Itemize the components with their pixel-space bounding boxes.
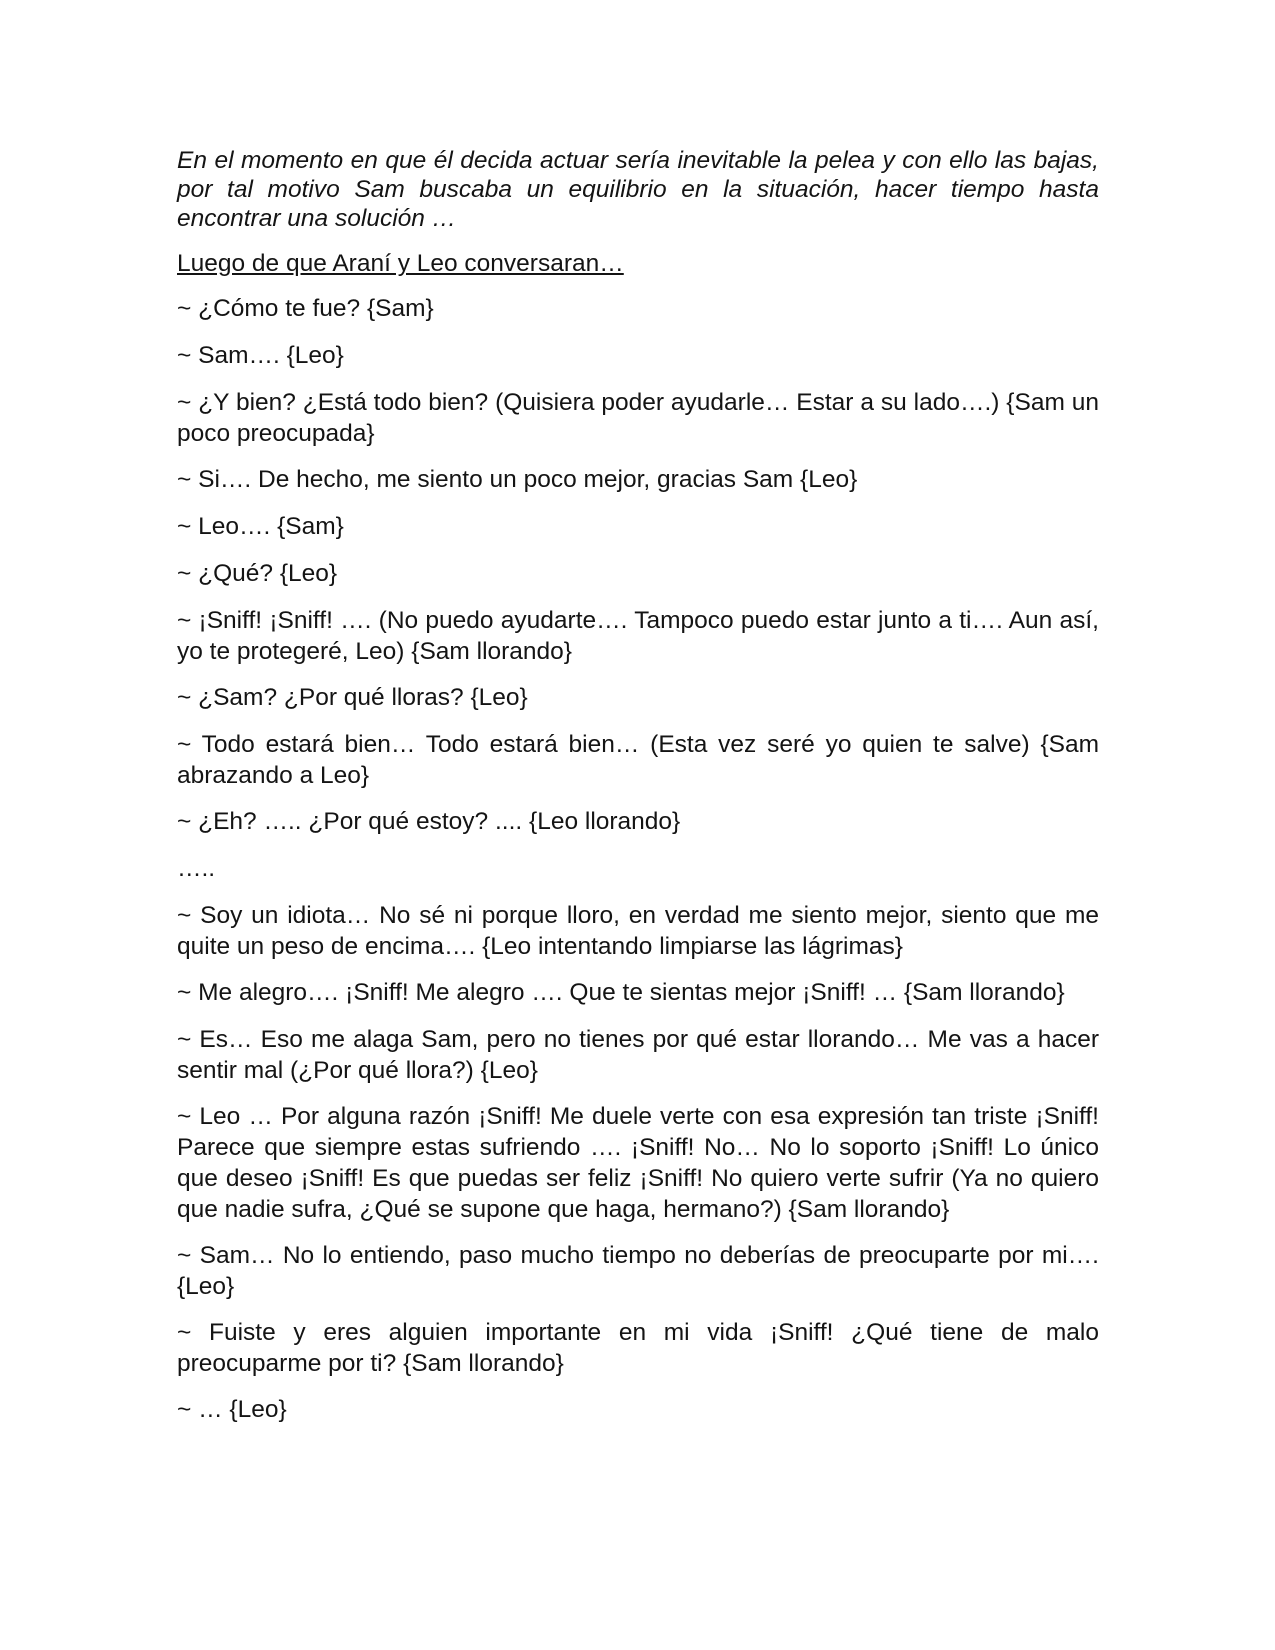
- dialogue-line: ~ Si…. De hecho, me siento un poco mejor, gracias Sam {Leo}: [177, 466, 858, 493]
- dialogue-line: ~ Es… Eso me alaga Sam, pero no tienes por qué estar llorando… Me vas a hacer sentir mal (¿Por qué llora?) {Leo}: [177, 1026, 1099, 1084]
- dialogue-line: ~ ¿Sam? ¿Por qué lloras? {Leo}: [177, 684, 528, 711]
- dialogue-line: ~ … {Leo}: [177, 1396, 287, 1423]
- scene-heading: Luego de que Araní y Leo conversaran…: [177, 250, 624, 277]
- dialogue-line: ~ Fuiste y eres alguien importante en mi vida ¡Sniff! ¿Qué tiene de malo preocuparme por ti? {Sam llorando}: [177, 1319, 1099, 1377]
- dialogue-line: ~ Todo estará bien… Todo estará bien… (Esta vez seré yo quien te salve) {Sam abrazando a Leo}: [177, 731, 1099, 789]
- document-page: [177, 146, 1099, 1441]
- dialogue-line: ~ ¡Sniff! ¡Sniff! …. (No puedo ayudarte…. Tampoco puedo estar junto a ti…. Aun así, yo te protegeré, Leo) {Sam llorando}: [177, 607, 1099, 665]
- dialogue-line: ~ ¿Y bien? ¿Está todo bien? (Quisiera poder ayudarle… Estar a su lado….) {Sam un poco preocupada}: [177, 389, 1099, 447]
- dialogue-line: ~ Leo…. {Sam}: [177, 513, 344, 540]
- dialogue-line: ~ Sam…. {Leo}: [177, 342, 344, 369]
- dialogue-line: ~ ¿Cómo te fue? {Sam}: [177, 295, 434, 322]
- dialogue-line: ~ Me alegro…. ¡Sniff! Me alegro …. Que te sientas mejor ¡Sniff! … {Sam llorando}: [177, 979, 1065, 1006]
- dialogue-line: ~ Sam… No lo entiendo, paso mucho tiempo no deberías de preocuparte por mi…. {Leo}: [177, 1242, 1099, 1300]
- dialogue-line: ~ ¿Eh? ….. ¿Por qué estoy? .... {Leo llorando}: [177, 808, 681, 835]
- dialogue-line: ~ Soy un idiota… No sé ni porque lloro, en verdad me siento mejor, siento que me quite un peso de encima…. {Leo intentando limpiarse las lágrimas}: [177, 902, 1099, 960]
- intro-paragraph: En el momento en que él decida actuar sería inevitable la pelea y con ello las bajas, por tal motivo Sam buscaba un equilibrio en la situación, hacer tiempo hasta encontrar una solución …: [177, 147, 1099, 232]
- ellipsis-line: …..: [177, 855, 216, 882]
- dialogue-line: ~ ¿Qué? {Leo}: [177, 560, 338, 587]
- dialogue-line: ~ Leo … Por alguna razón ¡Sniff! Me duele verte con esa expresión tan triste ¡Sniff! Parece que siempre estas sufriendo …. ¡Sniff! No… No lo soporto ¡Sniff! Lo único que deseo ¡Sniff! Es que puedas ser feliz ¡Sniff! No quiero verte sufrir (Ya no quiero que nadie sufra, ¿Qué se supone que haga, hermano?) {Sam llorando}: [177, 1103, 1099, 1223]
